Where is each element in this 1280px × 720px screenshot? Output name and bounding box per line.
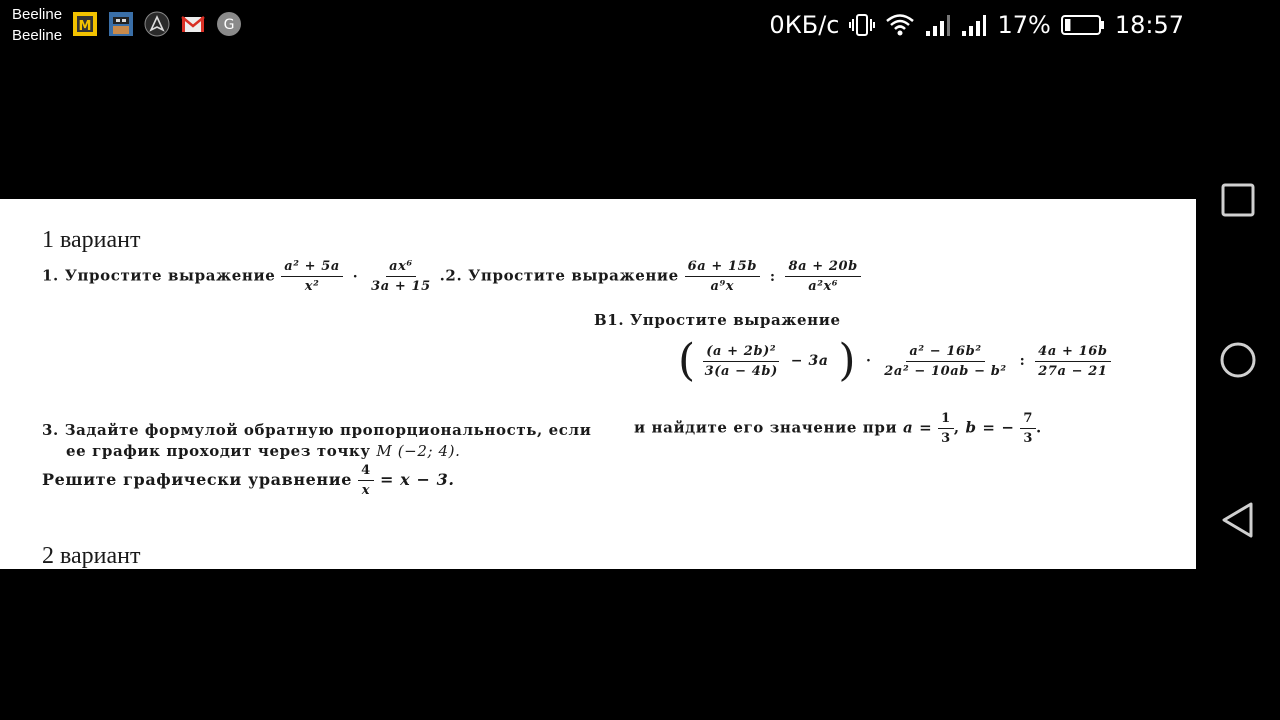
task-b1-b-label: b = − — [965, 418, 1015, 437]
wifi-icon — [885, 13, 915, 37]
clock: 18:57 — [1114, 11, 1184, 39]
task-2-text: Упростите выражение — [468, 266, 679, 285]
task-b1-a-value — [938, 411, 954, 446]
task-2-fraction-2 — [785, 259, 860, 294]
recents-square-icon[interactable] — [1216, 178, 1260, 222]
home-circle-icon[interactable] — [1216, 338, 1260, 382]
g-circle-icon — [216, 11, 242, 37]
task-b1-b-value — [1020, 411, 1036, 446]
task-2-fraction-1 — [685, 259, 760, 294]
a-denominator: 3 — [941, 431, 951, 446]
vibrate-icon — [849, 12, 875, 38]
task-4-numerator: 4 — [358, 463, 374, 481]
task-1-number: 1. — [42, 266, 59, 285]
gmail-icon — [180, 11, 206, 37]
task-1-text: Упростите выражение — [64, 266, 276, 285]
variant-2-title: 2 вариант — [42, 543, 141, 569]
status-right — [769, 9, 1184, 41]
task-b1-heading — [594, 311, 841, 329]
task-b1-expression — [678, 335, 1111, 386]
task-2-f2-numerator: 8a + 20b — [785, 259, 860, 277]
task-2-colon: : — [769, 268, 776, 285]
document-photo — [0, 199, 1196, 569]
b-denominator: 3 — [1023, 431, 1034, 446]
task-b1-value-text: и найдите его значение при — [634, 418, 898, 437]
svg-text:M: M — [78, 19, 92, 34]
task-1-f1-numerator: a² + 5a — [281, 259, 343, 277]
task-1-dot: · — [352, 268, 359, 285]
left-paren: ( — [678, 335, 696, 386]
task-b1-text: Упростите выражение — [629, 311, 841, 329]
task-3-number: 3. — [42, 421, 59, 439]
task-2-number: .2. — [439, 266, 463, 285]
task-3-line-2 — [66, 442, 460, 460]
right-paren: ) — [838, 335, 857, 386]
a-numerator: 1 — [938, 411, 954, 429]
signal-2-icon — [961, 13, 987, 37]
task-3-line-1 — [42, 421, 591, 439]
task-2-f1-numerator: 6a + 15b — [685, 259, 760, 277]
navigation-icon — [144, 11, 170, 37]
task-4-text: Решите графически уравнение — [42, 470, 352, 489]
task-b1-f3-numerator: 4a + 16b — [1035, 344, 1110, 362]
variant-1-title: 1 вариант — [42, 227, 141, 253]
task-1-fraction-1 — [281, 259, 343, 294]
battery-icon — [1061, 14, 1105, 36]
task-4 — [42, 463, 455, 498]
svg-text:G: G — [223, 17, 235, 33]
back-triangle-icon[interactable] — [1216, 498, 1260, 542]
battery-percent: 17% — [997, 11, 1051, 39]
mts-app-icon — [72, 11, 98, 37]
task-1-f2-denominator: 3a + 15 — [371, 279, 431, 294]
carrier-1: Beeline — [12, 6, 63, 23]
task-1-f1-denominator: x² — [304, 279, 320, 294]
status-bar — [0, 0, 1196, 50]
task-1 — [42, 259, 861, 294]
game-avatar-icon — [108, 11, 134, 37]
task-4-fraction — [358, 463, 374, 498]
task-3-text-1: Задайте формулой обратную пропорциональность, если — [64, 421, 592, 439]
task-b1-f3-denominator: 27a − 21 — [1038, 363, 1108, 379]
task-2-f2-denominator: a²x⁶ — [808, 279, 839, 294]
task-1-f2-numerator: ax⁶ — [386, 259, 416, 277]
task-2-f1-denominator: a⁹x — [710, 279, 735, 294]
task-b1-fraction-2 — [881, 344, 1009, 379]
navigation-bar — [1196, 0, 1280, 720]
task-b1-fraction-1 — [702, 344, 781, 379]
task-b1-colon: : — [1019, 353, 1026, 369]
task-3-text-2: ее график проходит через точку — [66, 442, 371, 460]
task-b1-number: В1. — [594, 311, 625, 329]
task-b1-f2-numerator: a² − 16b² — [906, 344, 984, 362]
carrier-names — [12, 4, 62, 46]
task-4-rhs: = x − 3. — [379, 470, 455, 489]
task-b1-a-label: a = — [903, 418, 933, 437]
task-b1-fraction-3 — [1035, 344, 1110, 379]
task-b1-comma: , — [953, 418, 960, 437]
carrier-2: Beeline — [12, 27, 63, 44]
task-3-point: M (−2; 4). — [376, 442, 461, 460]
task-b1-f1-numerator: (a + 2b)² — [703, 344, 779, 362]
task-b1-period: . — [1036, 418, 1042, 437]
task-b1-f2-denominator: 2a² − 10ab − b² — [884, 363, 1007, 379]
task-b1-values — [634, 411, 1042, 446]
signal-1-icon — [925, 13, 951, 37]
task-4-denominator: x — [361, 483, 371, 498]
task-1-fraction-2 — [368, 259, 434, 294]
network-speed: 0КБ/с — [769, 11, 840, 39]
task-b1-minus-term: − 3a — [790, 353, 829, 369]
task-b1-dot: · — [865, 353, 872, 369]
task-b1-f1-denominator: 3(a − 4b) — [704, 363, 778, 379]
b-numerator: 7 — [1020, 411, 1036, 429]
